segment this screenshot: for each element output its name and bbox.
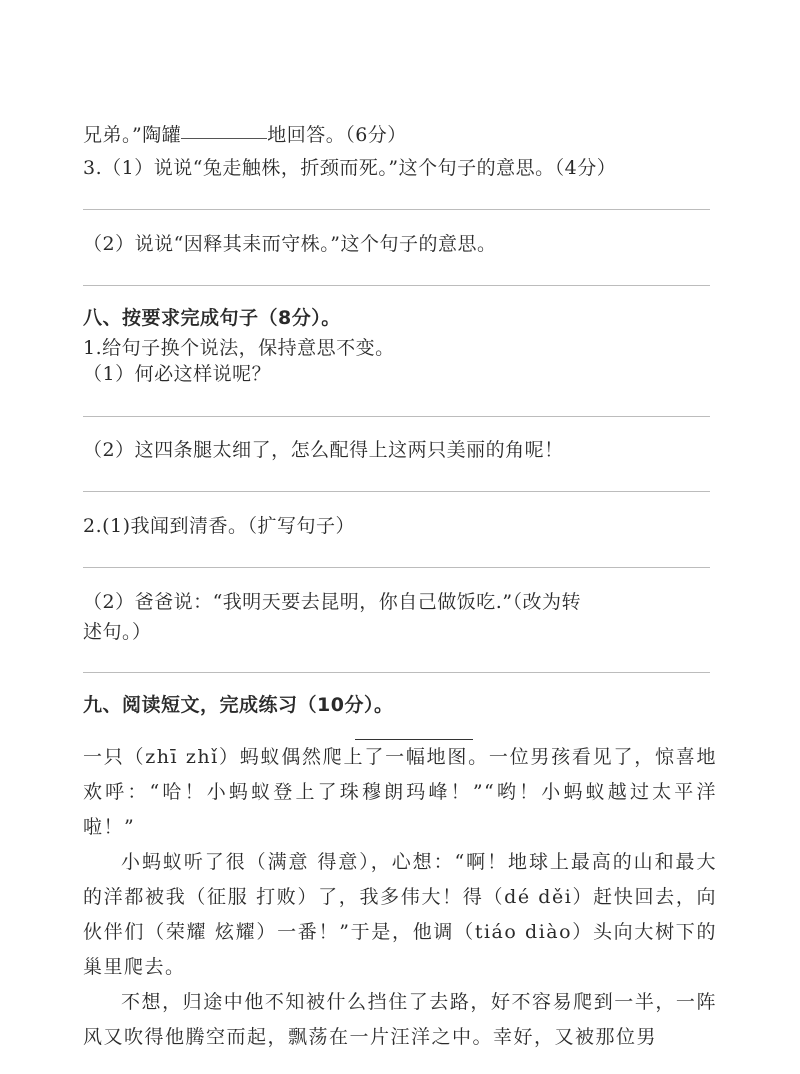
section-8-item-2-2-line-1: （2）爸爸说：“我明天要去昆明，你自己做饭吃.”（改为转 bbox=[83, 591, 582, 613]
passage-paragraph-2: 小蚂蚁听了很（满意 得意），心想：“啊！地球上最高的山和最大的洋都被我（征服 打败）了，我多伟大！得（dé děi）赶快回去，向伙伴们（荣耀 炫耀）一番！”于是，他调（tiáo diào）头向大树下的巢里爬去。 bbox=[83, 851, 717, 978]
section-8-item-1: 1.给句子换个说法，保持意思不变。 bbox=[83, 337, 395, 359]
question-3-part-1: 3.（1）说说“兔走触株，折颈而死。”这个句子的意思。（4分） bbox=[83, 157, 617, 179]
answer-line[interactable] bbox=[83, 285, 710, 286]
answer-line[interactable] bbox=[83, 491, 710, 492]
section-8-title: 八、按要求完成句子（8分）。 bbox=[83, 307, 341, 329]
answer-line[interactable] bbox=[83, 416, 710, 417]
answer-line-top bbox=[83, 120, 407, 147]
answer-line[interactable] bbox=[83, 567, 710, 568]
section-8-item-2-2-line-2: 述句。） bbox=[83, 621, 152, 643]
reading-passage bbox=[83, 740, 717, 1055]
section-8-item-1-2: （2）这四条腿太细了，怎么配得上这两只美丽的角呢！ bbox=[83, 439, 564, 461]
answer-line[interactable] bbox=[83, 209, 710, 210]
passage-paragraph-3: 不想，归途中他不知被什么挡住了去路，好不容易爬到一半，一阵风又吹得他腾空而起，飘荡在一片汪洋之中。幸好，又被那位男 bbox=[83, 991, 717, 1048]
section-9-title: 九、阅读短文，完成练习（10分）。 bbox=[83, 694, 394, 716]
text-prefix: 兄弟。”陶罐 bbox=[83, 124, 182, 146]
section-8-item-2-1: 2.(1)我闻到清香。（扩写句子） bbox=[83, 515, 356, 537]
text-suffix: 地回答。（6分） bbox=[267, 124, 407, 146]
answer-line[interactable] bbox=[83, 672, 710, 673]
fill-blank[interactable] bbox=[181, 137, 267, 139]
question-3-part-2: （2）说说“因释其耒而守株。”这个句子的意思。 bbox=[83, 233, 497, 255]
passage-paragraph-1: 一只（zhī zhǐ）蚂蚁偶然爬上了一幅地图。一位男孩看见了，惊喜地欢呼：“哈！小蚂蚁登上了珠穆朗玛峰！”“哟！小蚂蚁越过太平洋啦！” bbox=[83, 746, 717, 838]
section-8-item-1-1: （1）何必这样说呢？ bbox=[83, 363, 272, 385]
